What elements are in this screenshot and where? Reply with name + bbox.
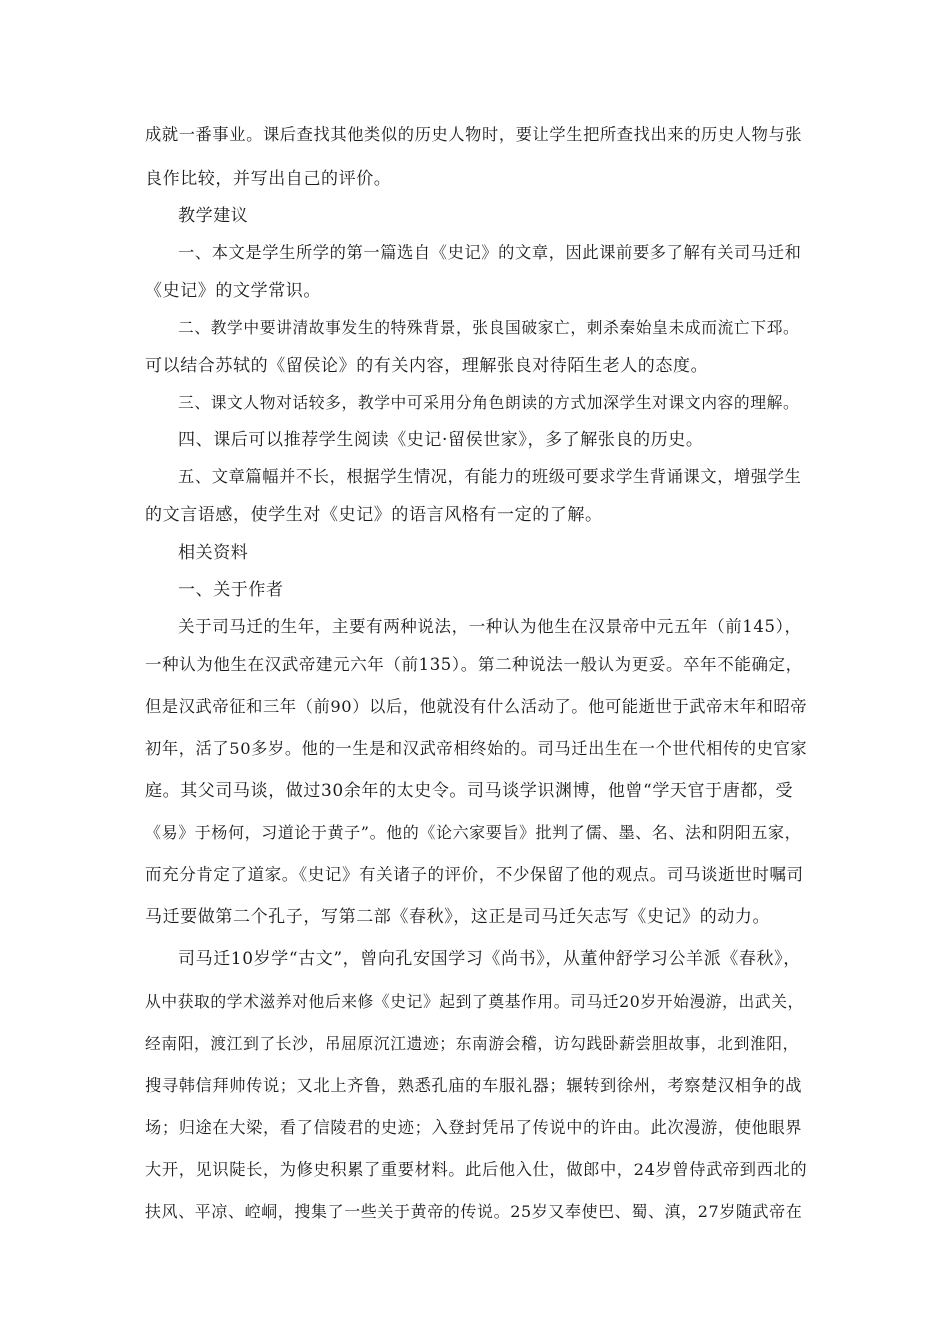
subsection-heading: 一、关于作者: [178, 580, 284, 600]
section-heading: 相关资料: [178, 543, 249, 563]
paragraph-line: 成就一番事业。课后查找其他类似的历史人物时，要让学生把所查找出来的历史人物与张: [145, 125, 803, 144]
paragraph-line: 搜寻韩信拜帅传说；又北上齐鲁，熟悉孔庙的车服礼器；辗转到徐州，考察楚汉相争的战: [145, 1076, 803, 1095]
paragraph-line: 三、课文人物对话较多，教学中可采用分角色朗读的方式加深学生对课文内容的理解。: [178, 393, 800, 412]
paragraph-line: 关于司马迁的生年，主要有两种说法，一种认为他生在汉景帝中元五年（前145），: [178, 617, 802, 636]
paragraph-line: 扶风、平凉、崆峒，搜集了一些关于黄帝的传说。25岁又奉使巴、蜀、滇，27岁随武帝在: [145, 1202, 803, 1221]
paragraph-line: 经南阳，渡江到了长沙，吊屈原沉江遗迹；东南游会稽，访勾践卧薪尝胆故事，北到淮阳，: [145, 1034, 799, 1053]
paragraph-line: 《史记》的文学常识。: [145, 281, 321, 301]
paragraph-line: 大开，见识陡长，为修史积累了重要材料。此后他入仕，做郎中，24岁曾侍武帝到西北的: [145, 1160, 808, 1179]
paragraph-line: 可以结合苏轼的《留侯论》的有关内容，理解张良对待陌生老人的态度。: [145, 356, 709, 376]
paragraph-line: 二、教学中要讲清故事发生的特殊背景，张良国破家亡，刺杀秦始皇未成而流亡下邳。: [178, 318, 800, 337]
paragraph-line: 庭。其父司马谈，做过30余年的太史令。司马谈学识渊博，他曾“学天官于唐都，受: [145, 781, 794, 801]
paragraph-line: 场；归途在大梁，看了信陵君的史迹；入登封凭吊了传说中的许由。此次漫游，使他眼界: [145, 1118, 803, 1137]
paragraph-line: 初年，活了50多岁。他的一生是和汉武帝相终始的。司马迁出生在一个世代相传的史官家: [145, 739, 808, 758]
paragraph-line: 司马迁10岁学“古文”，曾向孔安国学习《尚书》，从董仲舒学习公羊派《春秋》，: [178, 949, 801, 969]
paragraph-line: 但是汉武帝征和三年（前90）以后，他就没有什么活动了。他可能逝世于武帝末年和昭帝: [145, 697, 808, 716]
paragraph-line: 四、课后可以推荐学生阅读《史记·留侯世家》，多了解张良的历史。: [178, 430, 704, 450]
paragraph-line: 一、本文是学生所学的第一篇选自《史记》的文章，因此课前要多了解有关司马迁和: [178, 243, 802, 262]
paragraph-line: 从中获取的学术滋养对他后来修《史记》起到了奠基作用。司马迁20岁开始漫游，出武关，: [145, 992, 804, 1011]
paragraph-line: 一种认为他生在汉武帝建元六年（前135）。第二种说法一般认为更妥。卒年不能确定，: [145, 655, 803, 674]
paragraph-line: 而充分肯定了道家。《史记》有关诸子的评价，不少保留了他的观点。司马谈逝世时嘱司: [145, 865, 804, 884]
paragraph-line: 马迁要做第二个孔子，写第二部《春秋》，这正是司马迁矢志写《史记》的动力。: [145, 907, 771, 927]
section-heading: 教学建议: [178, 206, 249, 226]
paragraph-line: 《易》于杨何，习道论于黄子”。他的《论六家要旨》批判了儒、墨、名、法和阴阳五家，: [145, 823, 802, 842]
paragraph-line: 良作比较，并写出自己的评价。: [145, 169, 392, 189]
paragraph-line: 五、文章篇幅并不长，根据学生情况，有能力的班级可要求学生背诵课文，增强学生: [178, 467, 802, 486]
paragraph-line: 的文言语感，使学生对《史记》的语言风格有一定的了解。: [145, 505, 603, 525]
